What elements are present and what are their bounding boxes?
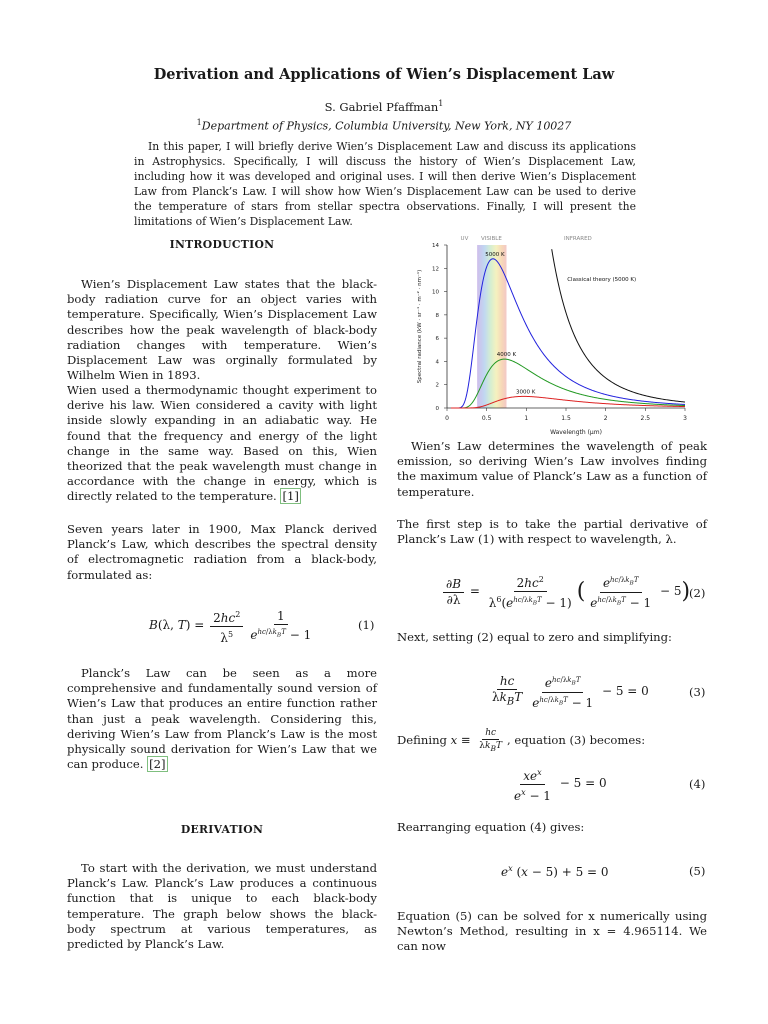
introduction-heading: INTRODUCTION [169,238,275,251]
author-name: S. Gabriel Pfaffman [324,99,439,114]
equation-3: $\frac{hc}{\lambda k_BT}$ $\frac{e^{hc/\lambda k_BT}}{e^{hc/\lambda k_BT} - 1}$ − 5 = 0 [492,674,649,710]
x-tick-label: 3 [683,415,687,422]
intro-paragraph-4-text: Planck’s Law can be seen as a more comprehensive and fundamentally sound version of Wien’s Law that produces an entire function rather than just a peak wavelength. Considering this, deriving Wien’s Law from Planck’s Law is the most physically sound derivation for Wien’s Law that we can produce. [67,666,377,772]
author-superscript: 1 [438,99,444,108]
equation-1-number: (1) [358,618,375,632]
equation-5-number: (5) [689,864,706,878]
citation-link-2[interactable]: [2] [149,757,166,772]
y-tick-label: 2 [435,382,439,389]
left-column [67,0,377,1024]
right-paragraph-4: Defining x ≡ $\frac{hc}{\lambda k_BT}$ , equation (3) becomes: [397,728,646,753]
y-tick-label: 10 [432,289,439,296]
intro-paragraph-3: Seven years later in 1900, Max Planck derived Planck’s Law, which describes the spectral density of electromagnetic radiation from a black-body, formulated as: [67,522,377,582]
intro-paragraph-2 [67,383,377,505]
defining-text: Defining [397,732,447,747]
series-label: 4000 K [496,352,517,359]
y-tick-label: 4 [435,359,439,366]
y-tick-label: 6 [435,336,439,343]
intro-paragraph-4 [67,666,377,772]
equation-2-number: (2) [689,586,706,600]
right-paragraph-6: Equation (5) can be solved for x numerically using Newton’s Method, resulting in x = 4.965114. We can now [397,909,707,954]
equation-1: B(λ, T) = $\frac{2hc^2}{\lambda^5}$ $\frac{1}{e^{hc/\lambda k_BT} - 1}$ [149,608,312,645]
x-tick-label: 2 [603,415,608,422]
right-paragraph-1: Wien’s Law determines the wavelength of peak emission, so deriving Wien’s Law involves finding the maximum value of Planck’s Law as a function of temperature. [397,439,707,499]
equation-3-number: (3) [689,685,706,699]
right-paragraph-2: The first step is to take the partial derivative of Planck’s Law (1) with respect to wavelength, λ. [397,517,707,547]
band-label: VISIBLE [481,236,502,242]
paper-title: Derivation and Applications of Wien’s Displacement Law [153,66,615,83]
x-axis-label: Wavelength (μm) [550,429,602,436]
y-axis-label: Spectral radiance (kW · sr⁻¹ · m⁻² · nm⁻¹) [417,269,423,384]
affiliation-superscript: 1 [196,118,202,127]
affiliation: Department of Physics, Columbia University, New York, NY 10027 [201,119,572,133]
abstract-text: In this paper, I will briefly derive Wien’s Displacement Law and discuss its applications in Astrophysics. Specifically, I will discuss the history of Wien’s Displacement Law, including how it was developed and original uses. I will then derive Wien’s Displacement Law from Planck’s Law. I will show how Wien’s Displacement Law can be used to derive the temperature of stars from stellar spectra observations. Finally, I will present the limitations of Wien’s Displacement Law. [134,140,636,228]
series-label: Classical theory (5000 K) [567,277,637,284]
series-label: 3000 K [515,389,536,396]
x-tick-label: 0.5 [481,415,492,422]
equation-4-number: (4) [689,777,706,791]
equation-3-becomes-text: , equation (3) becomes: [507,732,646,747]
band-label: UV [460,236,469,242]
right-column [397,0,707,1024]
x-tick-label: 1.5 [561,415,571,422]
derivation-paragraph-1: To start with the derivation, we must understand Planck’s Law. Planck’s Law produces a continuous function that is unique to each black-body temperature. The graph below shows the black-body spectrum at various temperatures, as predicted by Planck’s Law. [67,861,377,952]
intro-paragraph-1: Wien’s Displacement Law states that the black-body radiation curve for an object varies with temperature. Specifically, Wien’s Displacement Law describes how the peak wavelength of black-body radiation changes with temperature. Wien’s Displacement Law was orginally formulated by Wilhelm Wien in 1893. [67,277,377,383]
y-tick-label: 0 [435,406,439,412]
intro-paragraph-2-text: Wien used a thermodynamic thought experiment to derive his law. Wien considered a cavity with light inside slowly expanding in an adiabatic way. He found that the frequency and energy of the light change in the same way. Based on this, Wien theorized that the peak wavelength must change in accordance with the change in energy, which is directly related to the temperature. [67,383,377,504]
equation-4: $\frac{xe^x}{e^x - 1}$ − 5 = 0 [514,767,607,803]
x-tick-label: 0 [445,415,449,422]
derivation-heading: DERIVATION [180,823,264,836]
x-tick-label: 1 [524,415,529,422]
y-tick-label: 12 [432,266,439,273]
series-label: 5000 K [485,251,505,258]
right-paragraph-3: Next, setting (2) equal to zero and simplifying: [397,630,672,644]
band-label: INFRARED [564,236,592,242]
y-tick-label: 14 [432,243,439,249]
citation-link-1[interactable]: [1] [282,489,299,504]
x-tick-label: 2.5 [640,415,651,422]
equation-2: $\frac{\partial B}{\partial\lambda}$ = $\frac{2hc^2}{\lambda^6(e^{hc/\lambda k_BT} - 1)}$ ( $\frac{e^{hc/\lambda k_BT}}{e^{hc/\lambda k_BT} - 1}$ − 5 ) [441,572,690,612]
right-paragraph-5: Rearranging equation (4) gives: [397,820,585,834]
equation-5: $e^x$ (x − 5) + 5 = 0 [501,864,609,880]
y-tick-label: 8 [435,312,439,319]
